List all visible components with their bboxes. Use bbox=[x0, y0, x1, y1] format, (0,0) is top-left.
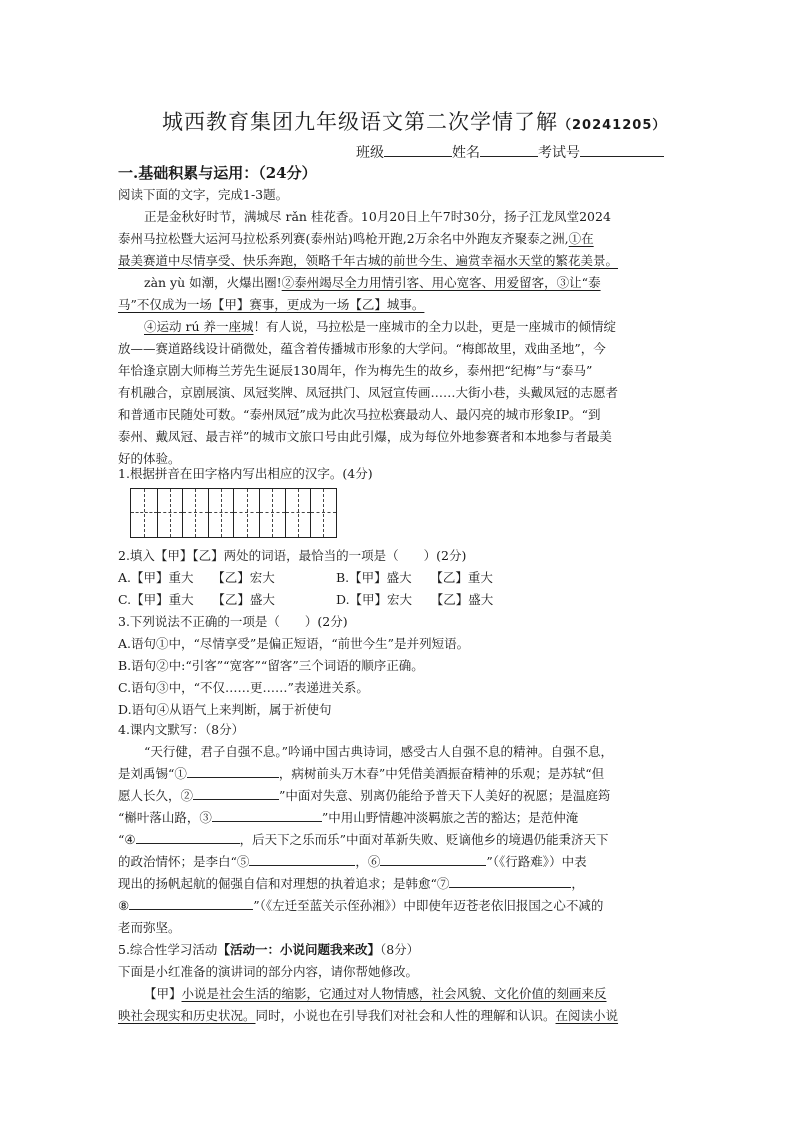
tianzige-cell[interactable] bbox=[131, 489, 157, 537]
passage-line bbox=[118, 229, 594, 247]
q4-line bbox=[118, 874, 584, 892]
passage-text: zàn yù 如潮，火爆出圈! bbox=[144, 275, 282, 290]
q5-underline: 小说是社会生活的缩影，它通过对人物情感，社会风貌、文化价值的刻画来反 bbox=[181, 986, 607, 1001]
q4-line bbox=[118, 852, 587, 870]
passage-line bbox=[144, 317, 616, 335]
q2-option-c: C.【甲】重大 【乙】盛大 bbox=[118, 592, 275, 607]
passage-line bbox=[144, 273, 601, 291]
q5-score: （8分） bbox=[379, 942, 420, 957]
q3-option-c: C.语句③中，“不仅……更……”表递进关系。 bbox=[118, 680, 369, 695]
blank-8[interactable] bbox=[129, 897, 253, 910]
question-5 bbox=[118, 940, 419, 958]
q4-text: “槲叶落山路，③ bbox=[118, 810, 212, 825]
exam-no-label: 考试号 bbox=[538, 145, 580, 161]
q4-line bbox=[118, 786, 610, 804]
blank-4[interactable] bbox=[136, 831, 240, 844]
passage-line: 放——赛道路线设计硝微处，蕴含着传播城市形象的大学问。“梅郎故里，戏曲圣地”，今 bbox=[118, 341, 606, 356]
passage-line: 最美赛道中尽情享受、快乐奔跑，领略千年古城的前世今生、遍赏幸福水天堂的繁花美景。 bbox=[118, 253, 619, 268]
tianzige-cell[interactable] bbox=[182, 489, 208, 537]
name-blank[interactable] bbox=[480, 142, 538, 157]
tianzige-cell[interactable] bbox=[285, 489, 311, 537]
passage-line: 正是金秋好时节，满城尽 rǎn 桂花香。10月20日上午7时30分，扬子江龙凤堂2024 bbox=[144, 209, 611, 224]
q5-underline: 映社会现实和历史状况。 bbox=[118, 1008, 256, 1023]
tianzige-cell[interactable] bbox=[157, 489, 183, 537]
q2-option-b: B.【甲】盛大 【乙】重大 bbox=[336, 570, 493, 585]
blank-2[interactable] bbox=[193, 787, 279, 800]
passage-line: 马”不仅成为一场【甲】赛事，更成为一场【乙】城事。 bbox=[118, 297, 425, 312]
q4-line bbox=[118, 896, 603, 914]
class-blank[interactable] bbox=[384, 142, 452, 157]
blank-6[interactable] bbox=[380, 853, 486, 866]
tianzige-grid bbox=[130, 488, 337, 538]
section-heading: 一.基础积累与运用：（24分） bbox=[118, 164, 317, 182]
passage-underline: ①在 bbox=[568, 231, 594, 246]
q2-option-a: A.【甲】重大 【乙】宏大 bbox=[118, 570, 275, 585]
student-info-row bbox=[356, 142, 664, 162]
q5-activity: 【活动一：小说问题我来改】 bbox=[217, 942, 380, 957]
q4-line bbox=[118, 764, 604, 782]
question-3: 3.下列说法不正确的一项是（ ）(2分) bbox=[118, 614, 348, 629]
q5-line: 下面是小红准备的演讲词的部分内容，请你帮她修改。 bbox=[118, 964, 419, 979]
tianzige-cell[interactable] bbox=[233, 489, 259, 537]
passage-underline: ②泰州竭尽全力用情引客、用心宽客、用爱留客，③让“泰 bbox=[281, 275, 601, 290]
tianzige-cell[interactable] bbox=[259, 489, 285, 537]
q4-text: 现出的扬帆起航的倔强自信和对理想的执着追求；是韩愈“⑦ bbox=[118, 876, 450, 891]
q4-text: ”（《左迁至蓝关示侄孙湘》）中即使年迈苍老依旧报国之心不减的 bbox=[253, 898, 604, 913]
q5-text: 同时，小说也在引导我们对社会和人性的理解和认识。 bbox=[255, 1008, 556, 1023]
passage-underline: ④运动 rú 养一座城 bbox=[144, 319, 254, 334]
title-text: 城西教育集团九年级语文第二次学情了解 bbox=[162, 110, 558, 134]
q4-text: ，后天下之乐而乐”中面对革新失败、贬谪他乡的境遇仍能秉济天下 bbox=[239, 832, 609, 847]
question-4: 4.课内文默写：（8分） bbox=[118, 722, 245, 737]
q4-line bbox=[118, 808, 578, 826]
q4-text: ，⑥ bbox=[355, 854, 381, 869]
tianzige-cell[interactable] bbox=[310, 489, 336, 537]
tianzige-cell[interactable] bbox=[208, 489, 234, 537]
q4-text: 愿人长久，② bbox=[118, 788, 194, 803]
q3-option-a: A.语句①中，“尽情享受”是偏正短语，“前世今生”是并列短语。 bbox=[118, 636, 470, 651]
q4-text: ， bbox=[571, 876, 584, 891]
q4-text: ⑧ bbox=[118, 898, 130, 913]
q3-option-d: D.语句④从语气上来判断，属于祈使句 bbox=[118, 702, 332, 717]
q4-text: 的政治情怀；是李白“⑤ bbox=[118, 854, 250, 869]
passage-line: 和普通市民随处可数。“泰州凤冠”成为此次马拉松赛最动人、最闪亮的城市形象IP。“到 bbox=[118, 407, 601, 422]
passage-intro: 阅读下面的文字，完成1-3题。 bbox=[118, 187, 289, 202]
blank-5[interactable] bbox=[249, 853, 355, 866]
blank-7[interactable] bbox=[449, 875, 571, 888]
question-2: 2.填入【甲】【乙】两处的词语，最恰当的一项是（ ）(2分) bbox=[118, 548, 467, 563]
passage-line: 有机融合，京剧展演、凤冠奖牌、凤冠拱门、凤冠宣传画……大街小巷，头戴凤冠的志愿者 bbox=[118, 385, 619, 400]
q5-line bbox=[118, 1006, 618, 1024]
name-label: 姓名 bbox=[452, 145, 480, 161]
q5-underline: 在阅读小说 bbox=[555, 1008, 619, 1023]
q4-text: ”（《行路难》）中表 bbox=[486, 854, 587, 869]
q4-line bbox=[118, 830, 609, 848]
q4-line: 老而弥坚。 bbox=[118, 920, 181, 935]
q4-line: “天行健，君子自强不息。”吟诵中国古典诗词，感受古人自强不息的精神。自强不息， bbox=[144, 744, 614, 759]
q4-text: 是刘禹锡“① bbox=[118, 766, 187, 781]
passage-line: 年恰逢京剧大师梅兰芳先生诞辰130周年，作为梅先生的故乡，泰州把“纪梅”与“泰马” bbox=[118, 363, 593, 378]
q4-text: ”中用山野情趣冲淡羁旅之苦的豁达；是范仲淹 bbox=[321, 810, 579, 825]
title-date: （20241205） bbox=[558, 118, 667, 133]
passage-line: 好的体验。 bbox=[118, 451, 181, 466]
passage-text: ！有人说，马拉松是一座城市的全力以赴，更是一座城市的倾情绽 bbox=[253, 319, 616, 334]
q3-option-b: B.语句②中:“引客”“宽客”“留客”三个词语的顺序正确。 bbox=[118, 658, 424, 673]
passage-text: 泰州马拉松暨大运河马拉松系列赛(泰州站)鸣枪开跑,2万余名中外跑友齐聚泰之洲, bbox=[118, 231, 569, 246]
q5-text: 5.综合性学习活动 bbox=[118, 942, 218, 957]
q5-line bbox=[144, 984, 607, 1002]
passage-line: 泰州、戴凤冠、最吉祥”的城市文旅口号由此引爆，成为每位外地参赛者和本地参与者最美 bbox=[118, 429, 612, 444]
blank-3[interactable] bbox=[212, 809, 322, 822]
q4-text: ，病树前头万木春”中凭借美酒振奋精神的乐观；是苏轼“但 bbox=[278, 766, 605, 781]
q5-text: 【甲】 bbox=[144, 986, 182, 1001]
q4-text: “④ bbox=[118, 832, 136, 847]
class-label: 班级 bbox=[356, 145, 384, 161]
q4-text: ”中面对失意、别离仍能给予普天下人美好的祝愿；是温庭筠 bbox=[279, 788, 611, 803]
blank-1[interactable] bbox=[187, 765, 279, 778]
exam-no-blank[interactable] bbox=[580, 142, 664, 157]
exam-title bbox=[162, 106, 666, 136]
q2-option-d: D.【甲】宏大 【乙】盛大 bbox=[336, 592, 494, 607]
question-1: 1.根据拼音在田字格内写出相应的汉字。(4分) bbox=[118, 466, 373, 481]
